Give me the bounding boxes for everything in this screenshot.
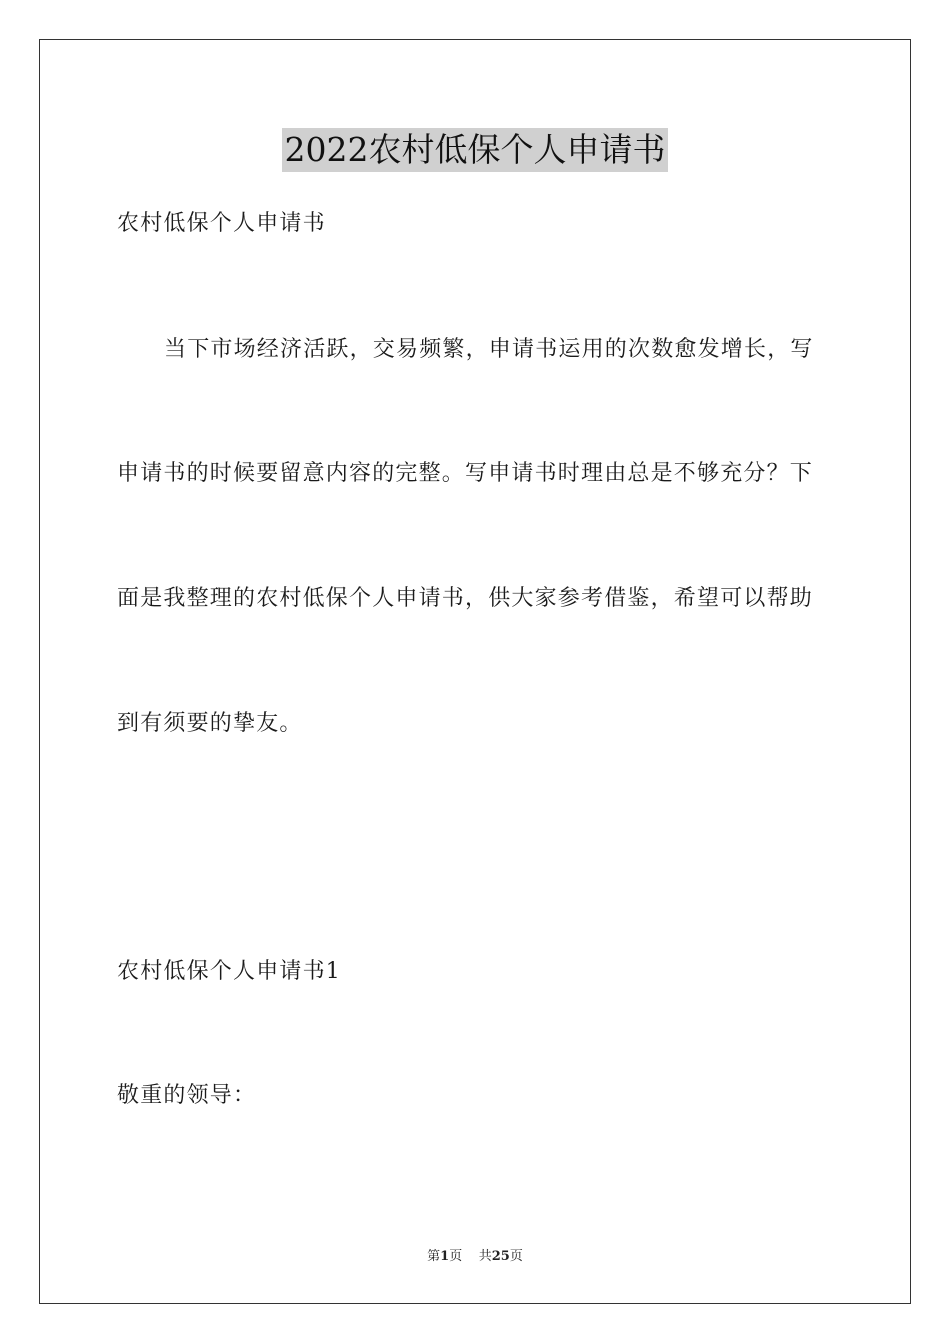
page-footer: [0, 1248, 950, 1266]
paragraph-line: 申请书的时候要留意内容的完整。写申请书时理由总是不够充分？下: [117, 461, 814, 486]
page-number: 1: [440, 1249, 450, 1264]
page-suffix: 页: [449, 1249, 463, 1264]
total-pages: 25: [491, 1249, 510, 1264]
page-prefix: 第: [427, 1249, 441, 1264]
salutation: 敬重的领导：: [117, 1083, 257, 1108]
document-subtitle: 农村低保个人申请书: [117, 211, 326, 236]
title-container: [0, 128, 950, 172]
section-heading: 农村低保个人申请书1: [117, 959, 341, 984]
paragraph-line: 当下市场经济活跃，交易频繁，申请书运用的次数愈发增长，写: [164, 337, 814, 362]
total-suffix: 页: [509, 1249, 523, 1264]
total-prefix: 共: [478, 1249, 492, 1264]
paragraph-line: 面是我整理的农村低保个人申请书，供大家参考借鉴，希望可以帮助: [117, 586, 814, 611]
document-title: 2022农村低保个人申请书: [282, 128, 669, 172]
paragraph-line: 到有须要的挚友。: [117, 711, 303, 736]
